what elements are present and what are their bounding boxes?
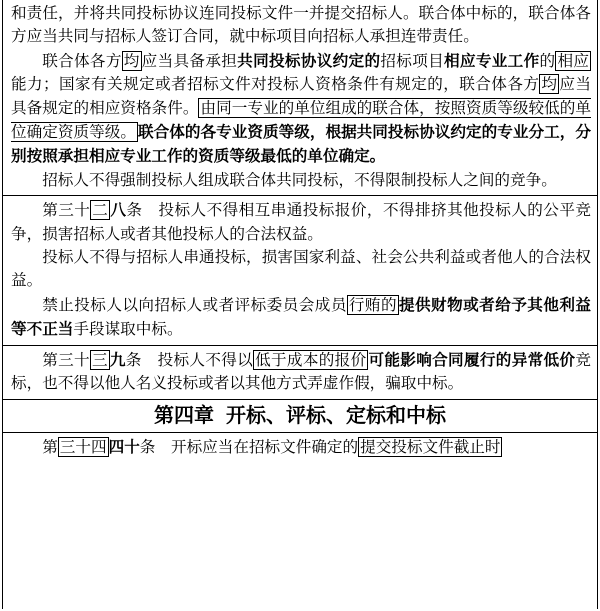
text-run: 条 开标应当在招标文件确定的 bbox=[139, 437, 359, 456]
boxed-deletion: 低于成本的报价 bbox=[255, 350, 367, 369]
regulation-comparison-table bbox=[2, 0, 598, 609]
boxed-deletion: 二 bbox=[92, 201, 109, 220]
boxed-deletion: 相应 bbox=[557, 51, 589, 70]
boxed-deletion: 三十四 bbox=[59, 437, 107, 456]
chapter-number: 第四章 bbox=[154, 402, 214, 427]
paragraph-article-heading bbox=[11, 198, 591, 246]
bold-insertion: 九 bbox=[109, 349, 126, 369]
paragraph-bid-opening bbox=[11, 435, 591, 459]
boxed-deletion: 由同一专业的单位组成的联合体，按照资质等级较低的单位确定资质等级。 bbox=[11, 98, 591, 142]
bold-insertion: 可能影响合同履行的异常低价 bbox=[368, 349, 576, 369]
paragraph-consortium-qualification bbox=[11, 49, 591, 169]
text-run: 竞标，也不得以他人名义投标或者以其他方式弄虚作假，骗取中标。 bbox=[11, 350, 591, 393]
boxed-deletion: 行贿的 bbox=[348, 295, 397, 314]
text-run: 条 投标人不得相互串通投标报价，不得排挤其他投标人的公平竞争，损害招标人或者其他投标人的合法权益。 bbox=[11, 201, 591, 243]
paragraph-no-forced-consortium: 招标人不得强制投标人组成联合体共同投标，不得限制投标人之间的竞争。 bbox=[42, 170, 557, 189]
paragraph-low-price bbox=[11, 348, 591, 396]
bold-insertion: 相应专业工作 bbox=[444, 50, 540, 70]
boxed-deletion: 均 bbox=[123, 51, 140, 70]
text-run: 手段谋取中标。 bbox=[73, 320, 183, 339]
text-run: 招标项目 bbox=[380, 51, 445, 70]
table-row-consortium bbox=[3, 0, 597, 196]
text-run: 禁止投标人以向招标人或者评标委员会成员 bbox=[42, 295, 347, 314]
table-row-article-39 bbox=[3, 346, 597, 400]
chapter-heading bbox=[3, 400, 597, 433]
bold-insertion: 提供财物或者给予其他利益等不正当 bbox=[11, 294, 591, 339]
bold-insertion: 四十 bbox=[108, 436, 140, 456]
paragraph-bribery bbox=[11, 293, 591, 342]
text-run: 应当具备承担 bbox=[141, 51, 238, 70]
text-run: 第三十 bbox=[42, 201, 91, 220]
chapter-title: 开标、评标、定标和中标 bbox=[226, 402, 446, 427]
boxed-deletion: 均 bbox=[541, 75, 558, 94]
bold-insertion: 八 bbox=[110, 200, 127, 220]
text-run: 第 bbox=[42, 437, 58, 456]
text-run: 应当具备规定的相应资格条件。 bbox=[11, 75, 591, 117]
boxed-deletion: 提交投标文件截止时 bbox=[360, 437, 501, 456]
text-run: 联合体各方 bbox=[42, 51, 122, 70]
table-row-article-38 bbox=[3, 196, 597, 345]
text-run: 的 bbox=[539, 51, 556, 70]
text-run: 能力；国家有关规定或者招标文件对投标人资格条件有规定的，联合体各方 bbox=[11, 75, 540, 94]
text-run: 条 投标人不得以 bbox=[125, 350, 254, 369]
bold-insertion: 联合体的各专业资质等级，根据共同投标协议约定的专业分工，分别按照承担相应专业工作的资质等级最低的单位确定。 bbox=[11, 122, 591, 166]
table-row-article-40 bbox=[3, 433, 597, 462]
text-run: 第三十 bbox=[42, 350, 90, 369]
bold-insertion: 共同投标协议约定的 bbox=[237, 50, 381, 70]
paragraph-collusion: 投标人不得与招标人串通投标，损害国家利益、社会公共利益或者他人的合法权益。 bbox=[11, 248, 591, 290]
paragraph-consortium-liability: 和责任，并将共同投标协议连同投标文件一并提交招标人。联合体中标的，联合体各方应当共同与招标人签订合同，就中标项目向招标人承担连带责任。 bbox=[11, 4, 591, 46]
boxed-deletion: 三 bbox=[91, 350, 108, 369]
